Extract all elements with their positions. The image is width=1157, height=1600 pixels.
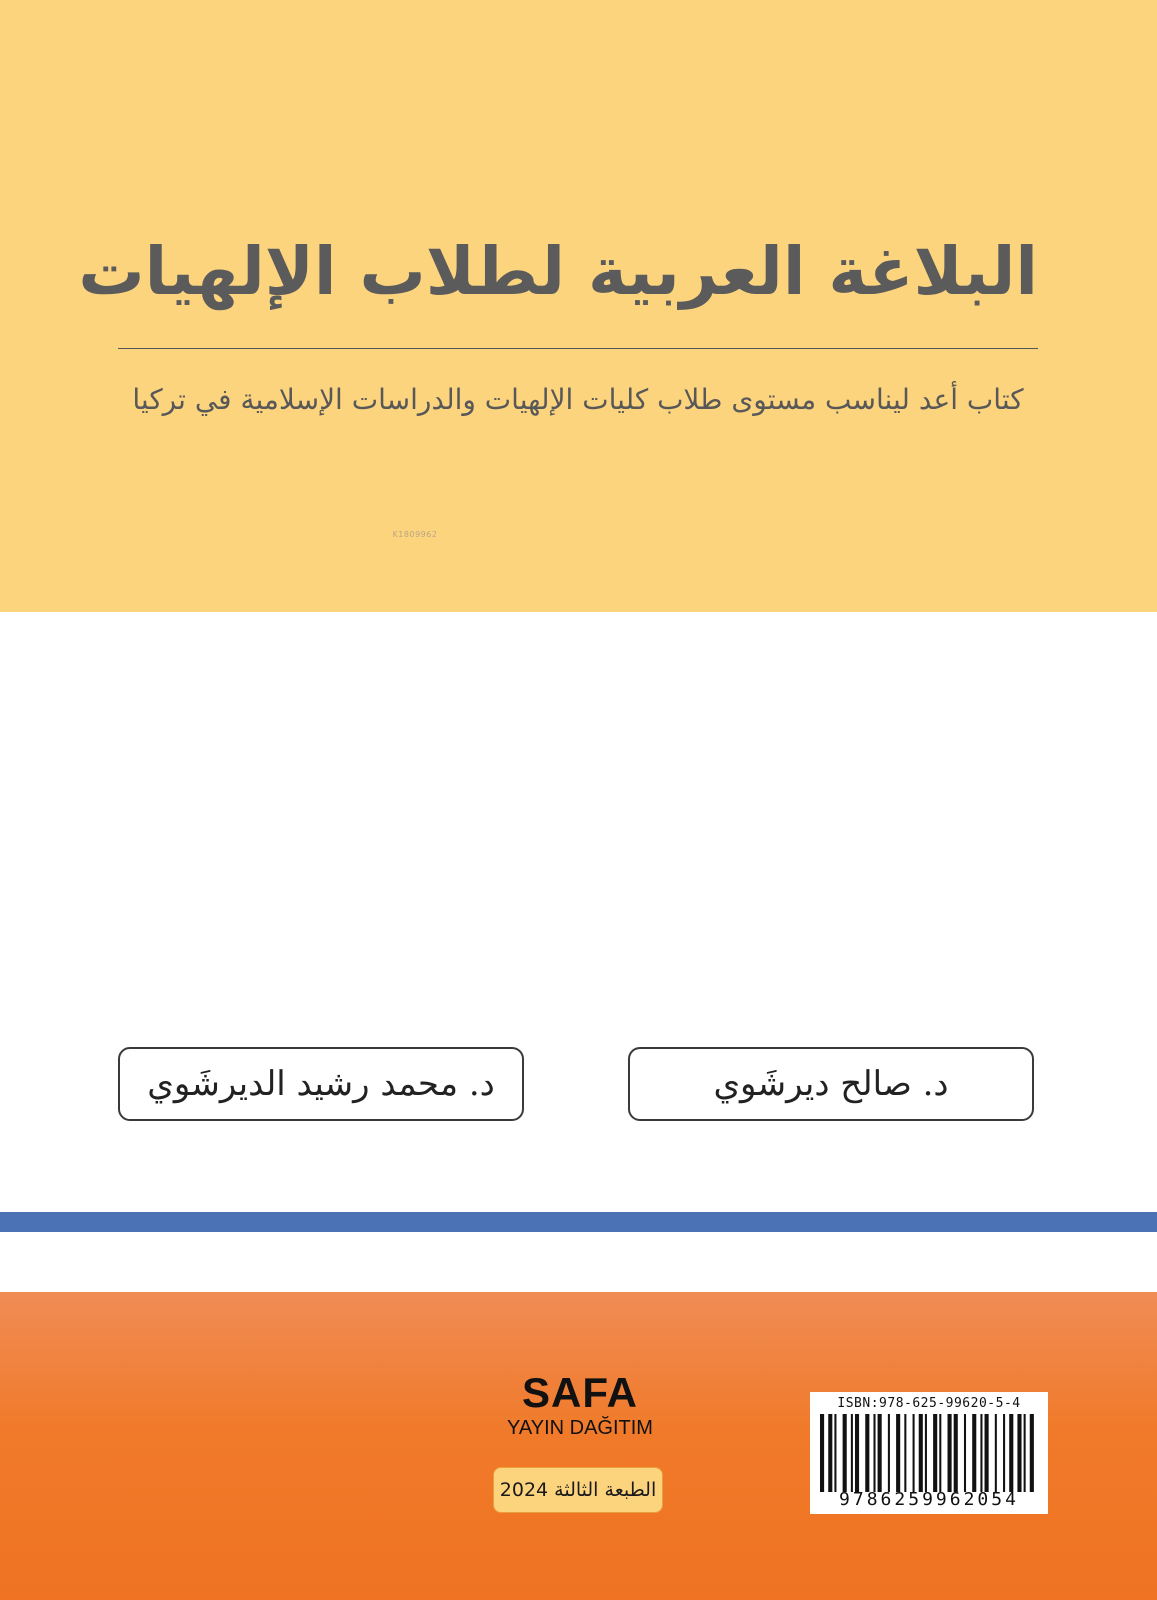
barcode-bar	[980, 1414, 982, 1492]
barcode-bar	[855, 1414, 859, 1492]
barcode-bar	[1009, 1414, 1013, 1492]
book-subtitle: كتاب أعد ليناسب مستوى طلاب كليات الإلهيات والدراسات الإسلامية في تركيا	[132, 383, 1024, 416]
barcode-bar	[828, 1414, 832, 1492]
barcode-bar	[834, 1414, 836, 1492]
barcode-bar	[954, 1414, 958, 1492]
barcode-bar	[939, 1414, 941, 1492]
barcode-bar	[865, 1414, 869, 1492]
barcode-digits: 9786259962054	[839, 1489, 1019, 1510]
barcode-bar	[919, 1414, 923, 1492]
blue-stripe	[0, 1212, 1157, 1232]
barcode-bar	[1017, 1414, 1021, 1492]
barcode-bar	[843, 1414, 847, 1492]
title-divider	[118, 348, 1038, 349]
barcode-bar	[925, 1414, 927, 1492]
barcode-bar	[1024, 1414, 1026, 1492]
author-box-right	[628, 1047, 1034, 1121]
isbn-barcode	[810, 1392, 1048, 1514]
barcode-bar	[888, 1414, 890, 1492]
barcode-bar	[873, 1414, 875, 1492]
publisher-subtitle: YAYIN DAĞITIM	[507, 1417, 653, 1439]
barcode-bar	[1030, 1414, 1034, 1492]
edition-label: الطبعة الثالثة 2024	[499, 1479, 657, 1501]
book-title: البلاغة العربية لطلاب الإلهيات	[78, 233, 1038, 310]
barcode-bar	[995, 1414, 997, 1492]
barcode-bars	[818, 1414, 1040, 1492]
catalog-code: K1809962	[392, 530, 438, 539]
publisher-logo	[480, 1369, 680, 1440]
barcode-bar	[985, 1414, 989, 1492]
barcode-bar	[933, 1414, 937, 1492]
barcode-bar	[878, 1414, 882, 1492]
author-box-left	[118, 1047, 524, 1121]
barcode-bar	[948, 1414, 952, 1492]
publisher-name: SAFA	[521, 1369, 638, 1416]
barcode-bar	[904, 1414, 906, 1492]
barcode-bar	[820, 1414, 824, 1492]
edition-badge	[493, 1467, 663, 1513]
barcode-bar	[913, 1414, 915, 1492]
author-name-left: د. محمد رشيد الديرشَوي	[147, 1064, 495, 1104]
barcode-bar	[851, 1414, 853, 1492]
barcode-bar	[1003, 1414, 1005, 1492]
author-name-right: د. صالح ديرشَوي	[713, 1064, 949, 1104]
isbn-label: ISBN:978-625-99620-5-4	[837, 1396, 1021, 1411]
barcode-bar	[896, 1414, 900, 1492]
barcode-bar	[972, 1414, 976, 1492]
barcode-bar	[964, 1414, 966, 1492]
